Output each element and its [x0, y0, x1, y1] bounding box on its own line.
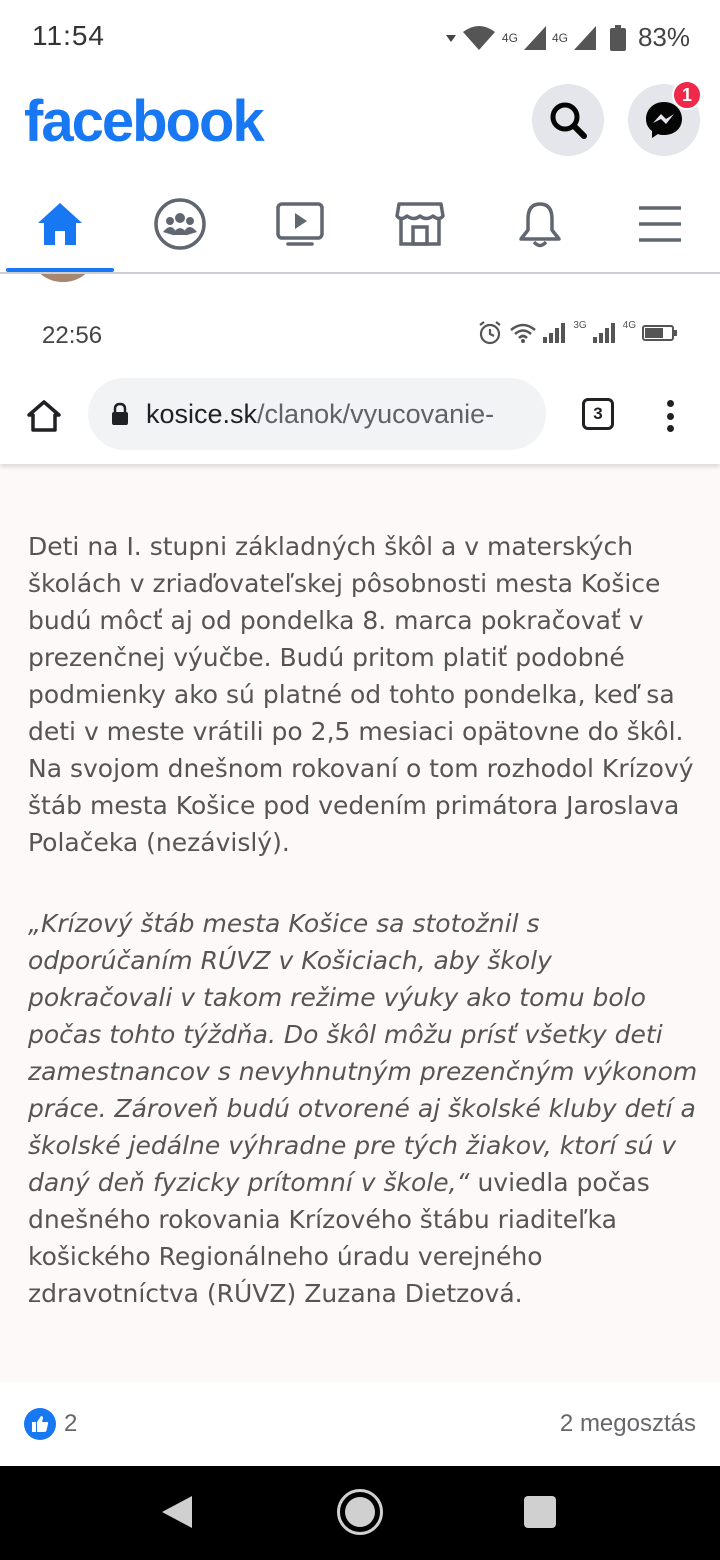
store-icon [395, 201, 445, 247]
battery-icon [642, 324, 678, 342]
browser-toolbar [0, 374, 720, 464]
url-bar[interactable] [88, 378, 546, 450]
like-count[interactable]: 2 [64, 1410, 78, 1437]
browser-home-button[interactable] [24, 396, 64, 436]
wifi-icon [462, 25, 496, 51]
lock-icon [110, 402, 130, 426]
app-header [0, 76, 720, 176]
post-image[interactable] [0, 274, 720, 1382]
status-bar [0, 0, 720, 76]
url-text [146, 399, 494, 430]
article-quote-attribution: uviedla počas dnešného rokovania Krízového štábu riaditeľka košického Regionálneho úradu verejného zdravotníctva (RÚVZ) Zuzana Dietzová. [28, 1168, 650, 1308]
post-reactions-bar [0, 1382, 720, 1466]
tab-notifications[interactable] [480, 176, 600, 272]
signal-icon [543, 323, 567, 343]
home-button[interactable] [337, 1489, 383, 1535]
article-body [28, 528, 698, 1312]
facebook-logo[interactable]: facebook [24, 89, 263, 154]
url-path: /clanok/vyucovanie- [257, 398, 495, 429]
tab-watch[interactable] [240, 176, 360, 272]
signal-icon [524, 26, 546, 50]
back-icon[interactable] [160, 1494, 194, 1530]
groups-icon [153, 197, 207, 251]
battery-icon [610, 25, 626, 51]
search-icon [548, 100, 588, 140]
screenshot-time: 22:56 [42, 322, 103, 349]
alarm-icon [477, 320, 503, 346]
video-icon [275, 201, 325, 247]
signal-icon-2 [593, 323, 617, 343]
battery-percent: 83% [637, 22, 690, 52]
recents-button[interactable] [524, 1496, 556, 1528]
like-reaction-icon[interactable] [24, 1408, 56, 1440]
tab-switcher-button[interactable]: 3 [582, 398, 614, 430]
tab-groups[interactable] [120, 176, 240, 272]
tab-menu[interactable] [600, 176, 720, 272]
article-paragraph-1: Deti na I. stupni základných škôl a v materských školách v zriaďovateľskej pôsobnosti mesta Košice budú môcť aj od pondelka 8. marca pokračovať v prezenčnej výučbe. Budú pritom platiť podobné podmienky ako sú platné od tohto pondelka, keď sa deti v meste vrátili po 2,5 mesiaci opätovne do škôl. Na svojom dnešnom rokovaní o tom rozhodol Krízový štáb mesta Košice pod vedením primátora Jaroslava Polačeka (nezávislý). [28, 532, 694, 857]
network-label-2: 4G [551, 30, 568, 45]
network-label-1: 4G [501, 30, 518, 45]
hamburger-icon [637, 204, 683, 244]
bell-icon [517, 199, 563, 249]
network-label-4g: 4G [622, 320, 636, 331]
article-paragraph-2 [28, 905, 698, 1312]
screenshot-status-bar [0, 274, 720, 374]
avatar [34, 274, 92, 282]
tab-marketplace[interactable] [360, 176, 480, 272]
tab-home[interactable] [0, 176, 120, 272]
messenger-badge: 1 [672, 80, 702, 110]
status-time: 11:54 [32, 20, 105, 51]
status-icons [446, 22, 690, 53]
browser-menu-icon[interactable] [660, 396, 680, 436]
wifi-icon [509, 322, 537, 344]
network-label-3g: 3G [573, 320, 587, 331]
signal-icon-2 [574, 26, 596, 50]
home-circle-icon [345, 1497, 375, 1527]
screenshot-status-icons [477, 320, 678, 346]
home-icon [36, 201, 84, 247]
system-navigation-bar [0, 1466, 720, 1560]
main-nav-tabs [0, 176, 720, 274]
messenger-button[interactable] [628, 84, 700, 156]
home-outline-icon [26, 399, 62, 433]
download-arrow-icon [446, 33, 456, 43]
share-count[interactable]: 2 megosztás [559, 1410, 696, 1437]
url-domain: kosice.sk [146, 398, 258, 429]
article-quote: „Krízový štáb mesta Košice sa stotožnil s odporúčaním RÚVZ v Košiciach, aby školy pokračovali v takom režime výuky ako tomu bolo počas tohto týždňa. Do škôl môžu prísť všetky deti zamestnancov s nevyhnutným prezenčným výkonom práce. Zároveň budú otvorené aj školské kluby detí a školské jedálne výhradne pre tých žiakov, ktorí sú v daný deň fyzicky prítomní v škole,“ [28, 909, 698, 1197]
search-button[interactable] [532, 84, 604, 156]
